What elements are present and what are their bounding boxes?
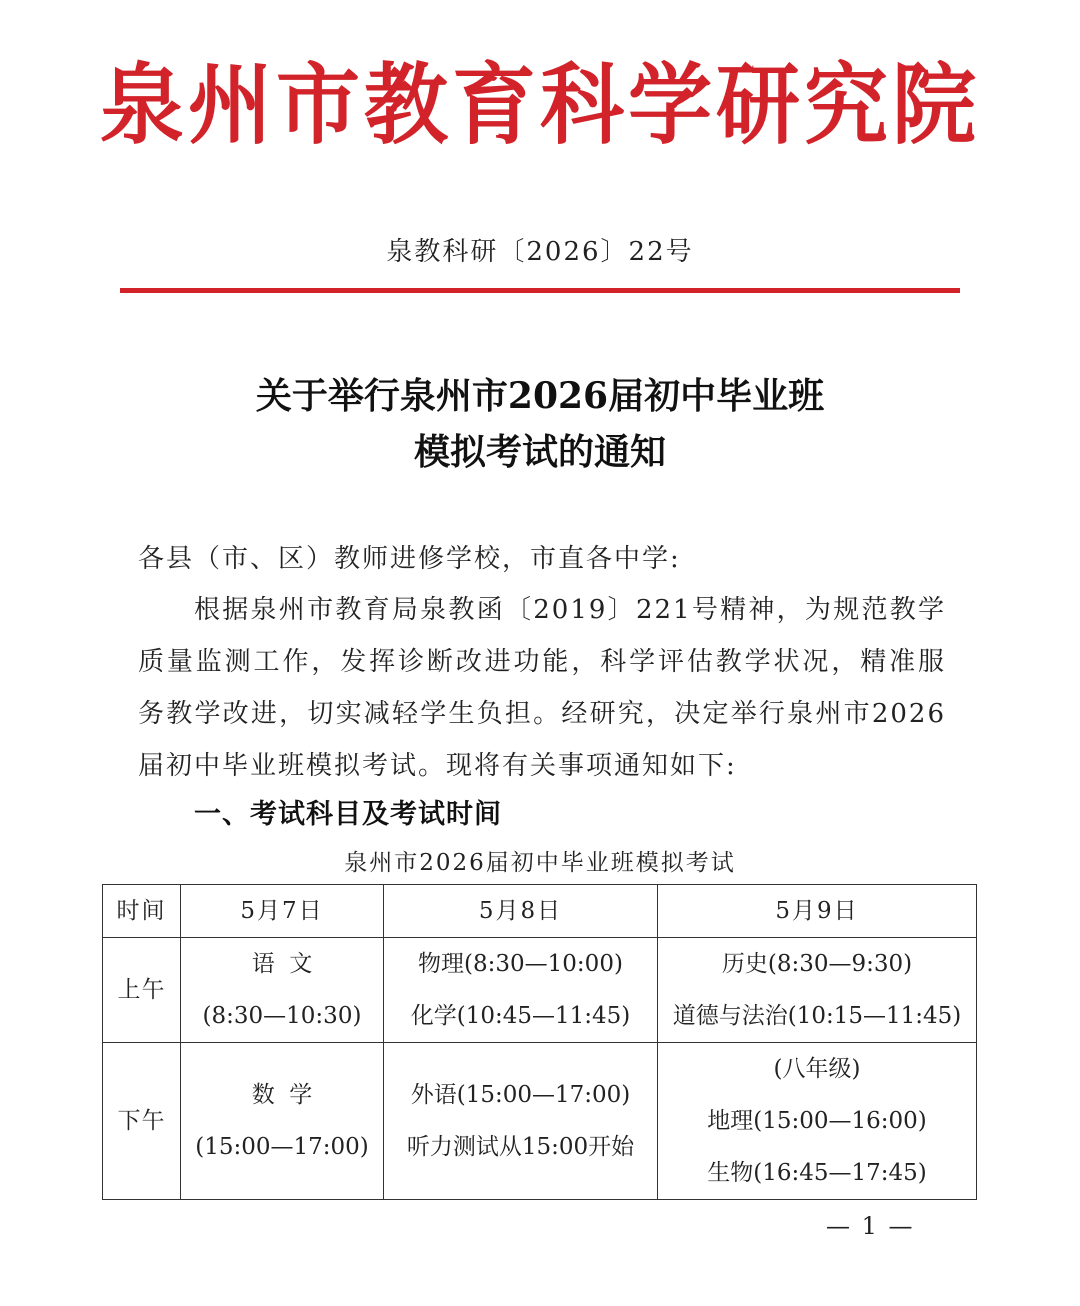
page-number: — 1 — — [826, 1212, 915, 1240]
table-row-afternoon — [103, 1043, 977, 1200]
cell-morning-day-2 — [384, 938, 658, 1043]
cell-morning-day-3 — [658, 938, 977, 1043]
cell-afternoon-day-2 — [384, 1043, 658, 1200]
exam-schedule-table — [102, 884, 977, 1200]
issuer-masthead: 泉州市教育科学研究院 — [99, 52, 980, 157]
header-time: 时间 — [103, 885, 181, 938]
afternoon-day-3-line-1: (八年级) — [773, 1056, 861, 1082]
header-day-1: 5月7日 — [181, 885, 384, 938]
row-label-morning: 上午 — [103, 938, 181, 1043]
table-row-morning — [103, 938, 977, 1043]
morning-day-2-line-1: 物理(8:30—10:00) — [418, 951, 623, 977]
afternoon-day-1-subject: 数 学 — [251, 1082, 313, 1108]
table-header-row — [103, 885, 977, 938]
cell-afternoon-day-1 — [181, 1043, 384, 1200]
morning-day-3-line-1: 历史(8:30—9:30) — [721, 951, 913, 977]
row-label-afternoon: 下午 — [103, 1043, 181, 1200]
red-divider-line — [120, 288, 960, 293]
notice-title-line-1: 关于举行泉州市2026届初中毕业班 — [255, 375, 825, 417]
morning-day-3-line-2: 道德与法治(10:15—11:45) — [672, 1003, 962, 1029]
notice-title-line-2: 模拟考试的通知 — [413, 431, 666, 473]
table-caption: 泉州市2026届初中毕业班模拟考试 — [344, 850, 736, 876]
section-heading: 一、考试科目及考试时间 — [194, 799, 502, 830]
cell-afternoon-day-3 — [658, 1043, 977, 1200]
afternoon-day-3-line-2: 地理(15:00—16:00) — [707, 1108, 927, 1134]
document-number: 泉教科研〔2026〕22号 — [386, 237, 694, 267]
morning-day-2-line-2: 化学(10:45—11:45) — [410, 1003, 631, 1029]
cell-morning-day-1 — [181, 938, 384, 1043]
salutation: 各县（市、区）教师进修学校，市直各中学: — [138, 544, 681, 574]
morning-day-1-time: (8:30—10:30) — [202, 1003, 362, 1029]
header-day-2: 5月8日 — [384, 885, 658, 938]
afternoon-day-2-line-2: 听力测试从15:00开始 — [406, 1134, 635, 1160]
header-day-3: 5月9日 — [658, 885, 977, 938]
afternoon-day-2-line-1: 外语(15:00—17:00) — [410, 1082, 631, 1108]
afternoon-day-1-time: (15:00—17:00) — [195, 1134, 369, 1160]
afternoon-day-3-line-3: 生物(16:45—17:45) — [707, 1160, 927, 1186]
body-paragraph: 根据泉州市教育局泉教函〔2019〕221号精神，为规范教学质量监测工作，发挥诊断改进功能，科学评估教学状况，精准服务教学改进，切实减轻学生负担。经研究，决定举行泉州市2026届初中毕业班模拟考试。现将有关事项通知如下: — [138, 595, 946, 781]
morning-day-1-subject: 语 文 — [251, 951, 313, 977]
